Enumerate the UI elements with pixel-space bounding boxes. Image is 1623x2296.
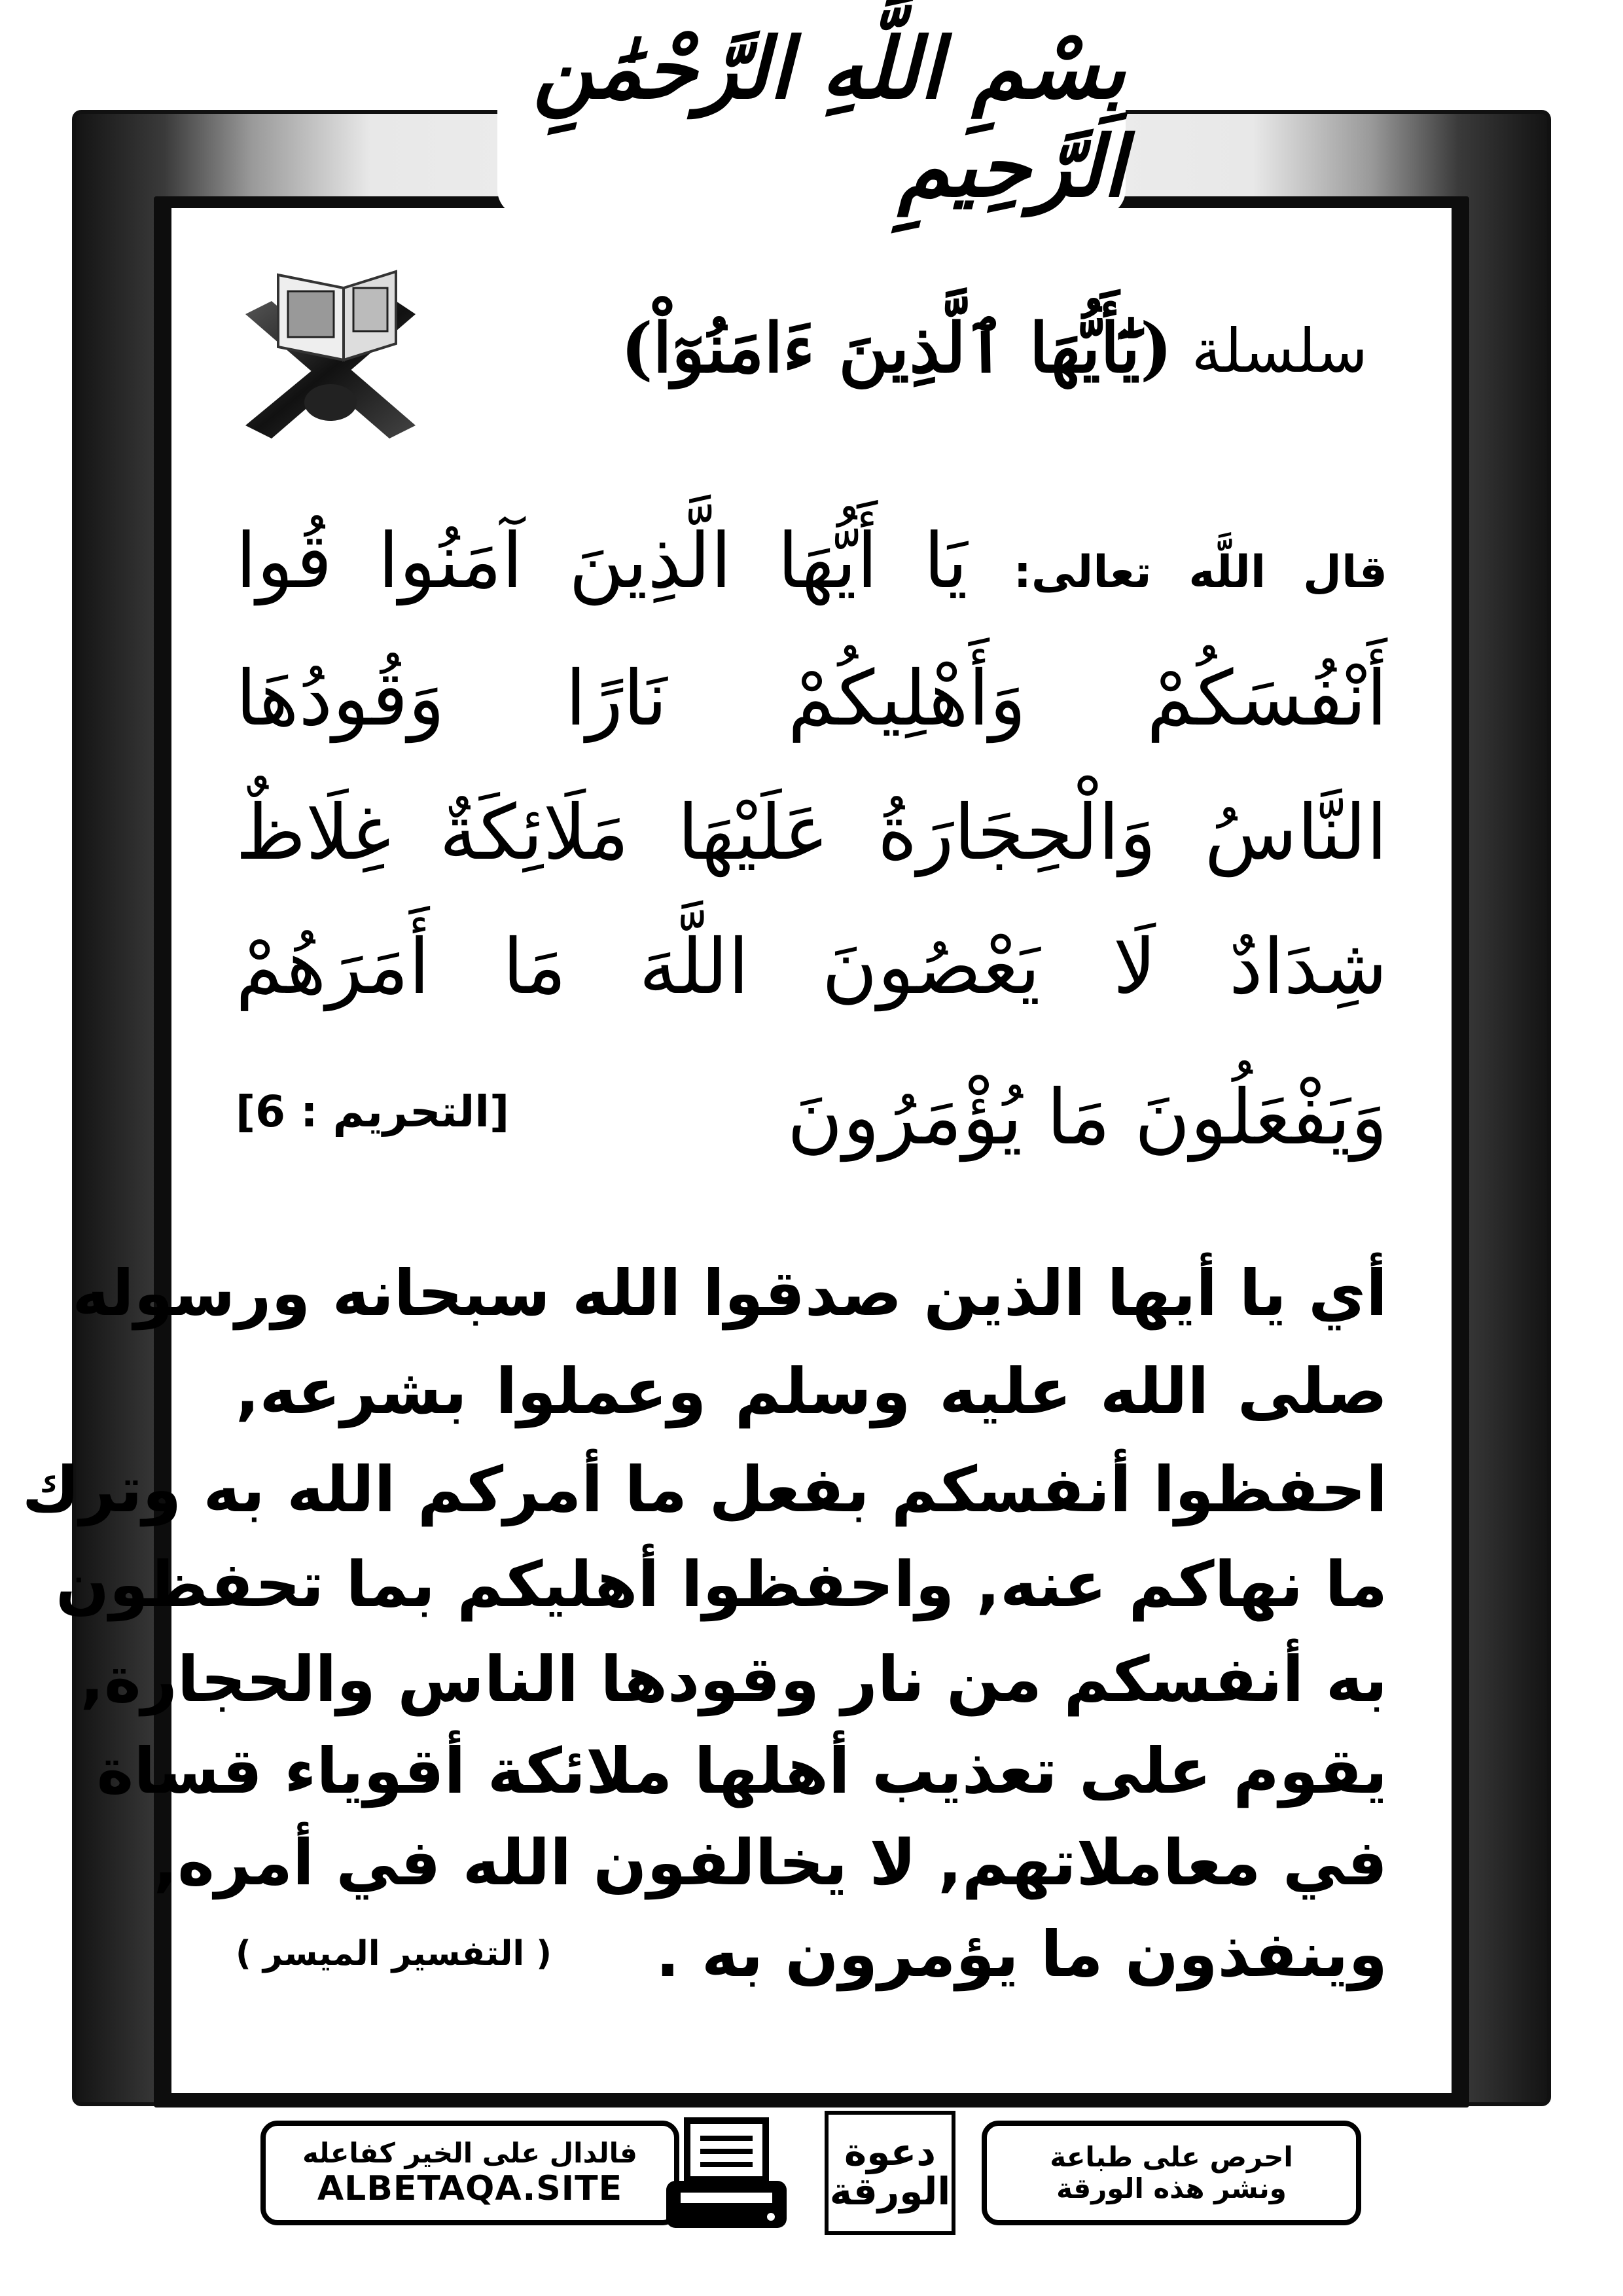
verse-line-2: أَنْفُسَكُمْ وَأَهْلِيكُمْ نَارًا وَقُودُهَا [236, 655, 1387, 743]
series-title: (يَٰٓأَيُّهَا ٱلَّذِينَ ءَامَنُوٓاْ) [620, 308, 1173, 388]
verse-line-3: النَّاسُ وَالْحِجَارَةُ عَلَيْهَا مَلَائِكَةٌ غِلَاظٌ [236, 789, 1387, 877]
series-label: سلسلة [1191, 316, 1368, 386]
tafsir-line-1: أي يا أيها الذين صدقوا الله سبحانه ورسوله [72, 1257, 1387, 1330]
tafsir-line-5: به أنفسكم من نار وقودها الناس والحجارة, [80, 1643, 1387, 1716]
tafsir-line-4: ما نهاكم عنه, واحفظوا أهليكم بما تحفظون [56, 1548, 1387, 1621]
basmala-calligraphy: بِسْمِ اللَّهِ الرَّحْمَٰنِ الرَّحِيمِ [533, 20, 1126, 216]
footer-print-line-2: ونشر هذه الورقة [1056, 2172, 1287, 2204]
verse-line-4: شِدَادٌ لَا يَعْصُونَ اللَّهَ مَا أَمَرَهُمْ [236, 923, 1387, 1011]
tafsir-line-2: صلى الله عليه وسلم وعملوا بشرعه, [236, 1355, 1387, 1428]
footer-site-box [260, 2121, 679, 2225]
verse-line-1 [236, 517, 1388, 605]
footer-proverb: فالدال على الخير كفاعله [302, 2136, 637, 2169]
footer-print-line-1: احرص على طباعة [1050, 2140, 1293, 2173]
footer-site-link[interactable]: ALBETAQA.SITE [317, 2169, 623, 2209]
verse-text-1: يَا أَيُّهَا الَّذِينَ آمَنُوا قُوا [236, 517, 968, 605]
series-header [620, 308, 1368, 388]
brand-line-1: دعوة [844, 2130, 936, 2175]
verse-line-5: وَيَفْعَلُونَ مَا يُؤْمَرُونَ [787, 1073, 1387, 1162]
quran-stand-icon [232, 262, 429, 445]
tafsir-line-6: يقوم على تعذيب أهلها ملائكة أقوياء قساة [96, 1734, 1387, 1808]
basmala-cartouche [497, 20, 1126, 216]
tafsir-line-8: وينفذون ما يؤمرون به . [656, 1918, 1387, 1991]
footer-print-box [982, 2121, 1361, 2225]
tafsir-line-7: في معاملاتهم, لا يخالفون الله في أمره, [153, 1826, 1387, 1899]
verse-intro: قال اللَّه تعالى: [1013, 547, 1388, 598]
brand-logo [825, 2111, 955, 2235]
tafsir-source: ( التفسير الميسر ) [236, 1934, 552, 1973]
brand-line-2: الورقة [829, 2169, 951, 2214]
printer-icon [661, 2115, 792, 2233]
tafsir-line-3: احفظوا أنفسكم بفعل ما أمركم الله به وترك [22, 1453, 1387, 1526]
verse-reference: [التحريم : 6] [236, 1086, 510, 1137]
